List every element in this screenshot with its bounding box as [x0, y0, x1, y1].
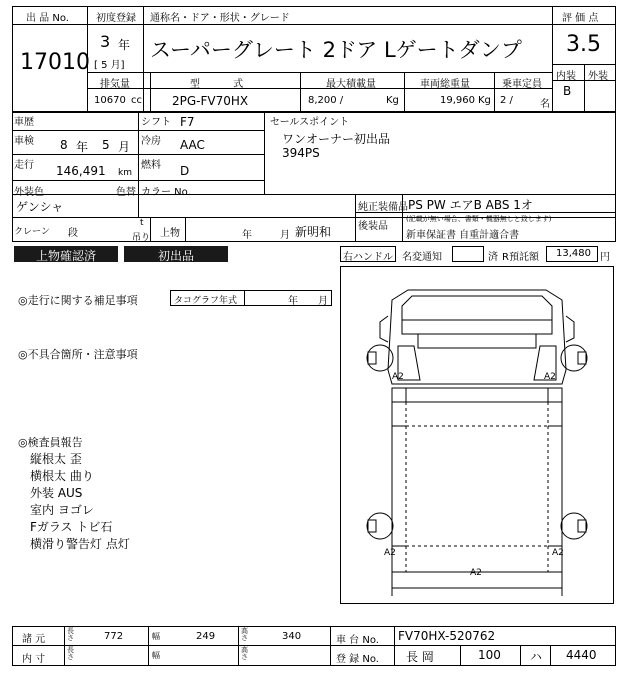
- km-unit: km: [118, 168, 132, 178]
- fuel-value: D: [180, 164, 190, 178]
- equipment-value: PS PW エアB ABS 1オ: [408, 198, 533, 212]
- registration-number: 4440: [566, 648, 597, 662]
- capacity-label: 最大積載量: [326, 79, 376, 90]
- inspection-label: 車検: [14, 136, 34, 147]
- seats-unit: 名: [540, 99, 550, 110]
- mileage-label: 走行: [14, 160, 34, 171]
- sales-point-label: セールスポイント: [270, 117, 350, 128]
- exterior-grade-label: 外装: [588, 71, 608, 82]
- report-line: 横根太 曲り: [30, 469, 94, 483]
- tachograph-month-unit: 月: [318, 296, 328, 307]
- crane-stage: 段: [68, 228, 78, 239]
- interior-length-label: 長さ: [67, 646, 74, 661]
- report-line: 縦根太 歪: [30, 452, 82, 466]
- dimensions-label: 諸 元: [22, 634, 46, 645]
- right-hand-drive: 右ハンドル: [343, 252, 393, 263]
- length-value: 772: [104, 631, 124, 642]
- tachograph-year-unit: 年: [288, 296, 298, 307]
- history-label: 車歴: [14, 117, 34, 128]
- body-year-unit: 年: [242, 230, 252, 241]
- equipment-label: 純正装備品: [358, 202, 408, 213]
- recycle-mark: 済: [488, 252, 498, 263]
- sales-point-line2: 394PS: [282, 146, 320, 160]
- name-change-box: [452, 246, 484, 262]
- first-registration-label: 初度登録: [96, 13, 136, 24]
- interior-dims-label: 内 寸: [22, 654, 46, 665]
- model-label: 型 式: [190, 79, 244, 90]
- body-confirmed-badge: 上物確認済: [14, 246, 118, 262]
- capacity-value: 8,200 /: [308, 95, 344, 106]
- report-line: 外装 AUS: [30, 486, 83, 500]
- registration-class: 100: [478, 648, 501, 662]
- lot-number: 17010: [20, 50, 90, 75]
- interior-grade-label: 内装: [556, 71, 576, 82]
- chassis-number: FV70HX-520762: [398, 629, 496, 643]
- width-label: 幅: [152, 632, 160, 641]
- car-name-label: 通称名・ドア・形状・グレード: [150, 13, 290, 24]
- cc-unit: cc: [131, 95, 142, 106]
- year-unit: 年: [118, 38, 131, 52]
- defects-title: ◎不具合箇所・注意事項: [18, 348, 138, 361]
- seats-label: 乗車定員: [502, 79, 542, 90]
- report-line: Fガラス トビ石: [30, 520, 113, 534]
- footer-table: [12, 626, 616, 666]
- damage-mark: A2: [552, 548, 564, 558]
- name-change-label: 名変通知: [402, 252, 442, 263]
- interior-width-label: 幅: [152, 651, 160, 660]
- length-label: 長さ: [67, 627, 74, 642]
- first-registration-month: [ 5 月]: [94, 60, 125, 71]
- interior-height-label: 高さ: [241, 646, 248, 661]
- model-value: 2PG-FV70HX: [172, 94, 249, 108]
- gross-weight-label: 車両総重量: [420, 79, 470, 90]
- tachograph-label: タコグラフ年式: [174, 296, 238, 306]
- chassis-label: 車 台 No.: [336, 635, 379, 646]
- ac-label: 冷房: [141, 136, 161, 147]
- damage-mark: A2: [544, 372, 556, 382]
- body-label: 上物: [160, 228, 180, 239]
- inspection-month-unit: 月: [118, 140, 131, 154]
- registration-label: 登 録 No.: [336, 654, 379, 665]
- fuel-label: 燃料: [141, 160, 161, 171]
- seats-value: 2 /: [500, 95, 513, 106]
- color-change-label: 色替: [116, 187, 136, 198]
- inspection-month: 5: [102, 138, 110, 152]
- height-label: 高さ: [241, 627, 248, 642]
- gross-weight-value: 19,960: [440, 95, 475, 106]
- aftermarket-value: 新車保証書 自重計適合書: [406, 230, 520, 241]
- recycle-label: R預託額: [502, 252, 539, 263]
- color-no-label: カラー No.: [141, 187, 191, 198]
- damage-mark: A2: [392, 372, 404, 382]
- gross-weight-unit: Kg: [478, 95, 491, 106]
- yen-unit: 円: [600, 252, 610, 263]
- car-name: スーパーグレート 2ドア Lゲートダンプ: [150, 38, 522, 62]
- registration-kana: ハ: [530, 650, 543, 664]
- truck-outline-diagram: [340, 266, 614, 604]
- aftermarket-note: (記載が無い場合、書類・機器無しと致します): [406, 215, 552, 223]
- color-label: 外装色: [14, 187, 44, 198]
- capacity-unit: Kg: [386, 95, 399, 106]
- color-value: ゲンシャ: [16, 200, 64, 214]
- crane-ton: t: [140, 218, 144, 228]
- shift-value: F7: [180, 115, 195, 129]
- mileage-value: 146,491: [56, 164, 106, 178]
- report-line: 室内 ヨゴレ: [30, 503, 94, 517]
- damage-mark: A2: [470, 568, 482, 578]
- first-registration-year: 3: [100, 32, 111, 51]
- width-value: 249: [196, 631, 216, 642]
- first-listing-badge: 初出品: [124, 246, 228, 262]
- lot-no-label: 出 品 No.: [26, 13, 69, 24]
- crane-label: クレーン: [14, 227, 50, 237]
- displacement-label: 排気量: [100, 79, 130, 90]
- recycle-amount: 13,480: [556, 248, 591, 259]
- crane-hoist: 吊り: [132, 233, 151, 243]
- damage-mark: A2: [384, 548, 396, 558]
- aftermarket-label: 後装品: [358, 221, 388, 232]
- inspection-year-unit: 年: [76, 140, 89, 154]
- inspection-year: 8: [60, 138, 68, 152]
- body-month-unit: 月: [280, 230, 290, 241]
- displacement-value: 10670: [94, 95, 126, 106]
- sales-point-line1: ワンオーナー初出品: [282, 132, 391, 146]
- interior-grade: B: [563, 84, 572, 98]
- rating-score: 3.5: [566, 32, 601, 57]
- inspector-report-title: ◎検査員報告: [18, 436, 83, 449]
- body-maker: 新明和: [295, 225, 332, 239]
- driving-notes-title: ◎走行に関する補足事項: [18, 294, 138, 307]
- rating-label: 評 価 点: [562, 13, 599, 24]
- registration-area: 長 岡: [406, 650, 434, 664]
- shift-label: シフト: [141, 117, 171, 128]
- ac-value: AAC: [180, 138, 205, 152]
- height-value: 340: [282, 631, 302, 642]
- report-line: 横滑り警告灯 点灯: [30, 537, 130, 551]
